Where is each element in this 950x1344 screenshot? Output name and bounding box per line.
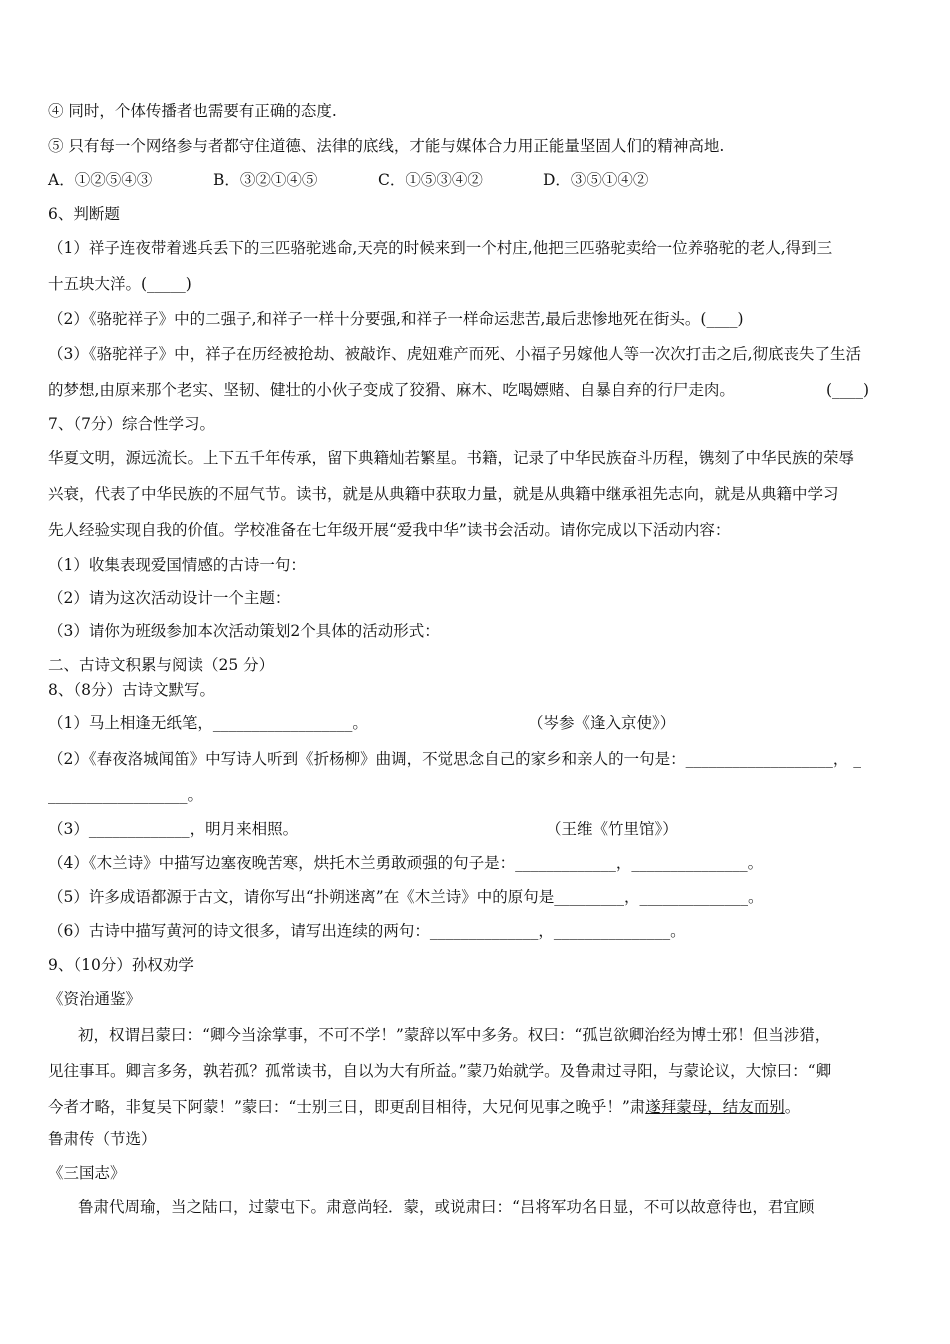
source-sanguozhi: 《三国志》 [48,1164,126,1182]
q7-passage-line2: 兴衰，代表了中华民族的不屈气节。读书，就是从典籍中获取力量，就是从典籍中继承祖先志向，就是从典籍中学习 [48,485,839,503]
question-6-title: 6、判断题 [48,205,120,223]
q7-item2: （2）请为这次活动设计一个主题： [48,589,291,607]
q8-item4: （4）《木兰诗》中描写边塞夜晚苦寒，烘托木兰勇敢顽强的句子是：_____________，_______________。 [48,854,764,872]
q8-item1: （1）马上相逢无纸笔，__________________。 [48,714,368,732]
q7-item1: （1）收集表现爱国情感的古诗一句： [48,556,306,574]
q7-item3: （3）请你为班级参加本次活动策划2个具体的活动形式： [48,622,440,640]
question-8-title: 8、（8分）古诗文默写。 [48,681,215,699]
q8-item3: （3）_____________，明月来相照。 [48,820,299,838]
option-5: ⑤ 只有每一个网络参与者都守住道德、法律的底线，才能与媒体合力用正能量坚固人们的精神高地. [48,137,725,155]
passage1-line3-text: 今者才略，非复吴下阿蒙！”蒙曰：“士别三日，即更刮目相待，大兄何见事之晚乎！”肃 [48,1098,646,1116]
choice-d: D．③⑤①④② [543,171,649,189]
q8-item6: （6）古诗中描写黄河的诗文很多，请写出连续的两句：______________，_______________。 [48,922,686,940]
question-9-title: 9、（10分）孙权劝学 [48,956,194,974]
passage1-line3 [48,1097,800,1117]
q6-item1-line1: （1）祥子连夜带着逃兵丢下的三匹骆驼逃命,天亮的时候来到一个村庄,他把三匹骆驼卖给一位养骆驼的老人,得到三 [48,239,833,257]
choice-b: B．③②①④⑤ [213,171,318,189]
q8-item1-source: （岑参《逢入京使》） [528,714,676,732]
underlined-phrase: 遂拜蒙母，结友而别 [645,1098,785,1116]
q8-item2-line2: __________________。 [48,786,204,804]
q7-passage-line1: 华夏文明，源远流长。上下五千年传承，留下典籍灿若繁星。书籍，记录了中华民族奋斗历程，镌刻了中华民族的荣辱 [48,449,855,467]
passage2-line1: 鲁肃代周瑜，当之陆口，过蒙屯下。肃意尚轻．蒙，或说肃曰：“吕将军功名日显，不可以故意待也，君宜顾 [78,1198,815,1216]
passage1-line3-end: 。 [784,1098,801,1116]
option-4: ④ 同时，个体传播者也需要有正确的态度. [48,102,337,120]
question-7-title: 7、（7分）综合性学习。 [48,415,215,433]
source-zizhitongjian: 《资治通鉴》 [48,990,142,1008]
q6-item3-blank: (____) [826,381,870,399]
q6-item2: （2）《骆驼祥子》中的二强子,和祥子一样十分要强,和祥子一样命运悲苦,最后悲惨地死在街头。(____) [48,310,744,328]
passage1-line2: 见往事耳。卿言多务，孰若孤？孤常读书，自以为大有所益。”蒙乃始就学。及鲁肃过寻阳，与蒙论议，大惊曰：“卿 [48,1062,832,1080]
q6-item1-line2: 十五块大洋。(_____) [48,275,192,293]
q7-passage-line3: 先人经验实现自我的价值。学校准备在七年级开展“爱我中华”读书会活动。请你完成以下活动内容： [48,521,731,539]
q8-item3-source: （王维《竹里馆》） [546,820,678,838]
passage2-title: 鲁肃传（节选） [48,1130,157,1148]
choice-c: C．①⑤③④② [378,171,483,189]
q6-item3-line2: 的梦想,由原来那个老实、坚韧、健壮的小伙子变成了狡猾、麻木、吃喝嫖赌、自暴自弃的行尸走肉。 [48,381,735,399]
section-2-heading: 二、古诗文积累与阅读（25 分） [48,656,275,674]
choice-a: A．①②⑤④③ [48,171,153,189]
passage1-line1: 初，权谓吕蒙曰：“卿今当涂掌事，不可不学！”蒙辞以军中多务。权曰：“孤岂欲卿治经为博士邪！但当涉猎， [78,1026,831,1044]
q8-item5: （5）许多成语都源于古文，请你写出“扑朔迷离”在《木兰诗》中的原句是_________，______________。 [48,888,764,906]
q8-item2-line1: （2）《春夜洛城闻笛》中写诗人听到《折杨柳》曲调，不觉思念自己的家乡和亲人的一句是：___________________， _ [48,750,862,768]
q6-item3-line1: （3）《骆驼祥子》中，祥子在历经被抢劫、被敲诈、虎妞难产而死、小福子另嫁他人等一次次打击之后,彻底丧失了生活 [48,345,862,363]
